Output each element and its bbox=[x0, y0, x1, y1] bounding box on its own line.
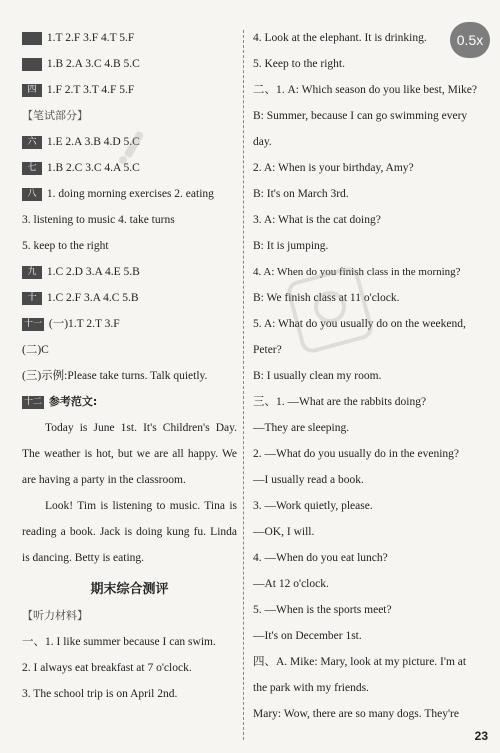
answer-text: 1.C 2.F 3.A 4.C 5.B bbox=[46, 292, 139, 304]
script-line: —It's on December 1st. bbox=[253, 630, 362, 642]
script-line: 四、A. Mike: Mary, look at my picture. I'm at the park with my friends. bbox=[253, 656, 467, 694]
listening-section-header: 【听力材料】 bbox=[22, 609, 88, 622]
answer-row bbox=[22, 285, 237, 311]
watermark-icon bbox=[112, 128, 152, 168]
script-line: B: We finish class at 11 o'clock. bbox=[253, 292, 400, 304]
section-mark: 七 bbox=[22, 162, 42, 175]
answer-row: (三)示例:Please take turns. Talk quietly. bbox=[22, 370, 208, 382]
answer-row bbox=[22, 77, 237, 103]
section-mark: 十一 bbox=[24, 318, 43, 329]
answer-text: 1. doing morning exercises 2. eating bbox=[46, 188, 214, 200]
sample-essay-label: 参考范文: bbox=[48, 395, 98, 408]
column-divider bbox=[243, 30, 244, 740]
answer-row bbox=[22, 259, 237, 285]
section-mark: 十二 bbox=[24, 396, 43, 407]
answer-text: 1.E 2.A 3.B 4.D 5.C bbox=[46, 136, 140, 148]
listening-line: 3. The school trip is on April 2nd. bbox=[22, 688, 178, 700]
answer-row bbox=[22, 51, 237, 77]
essay-paragraph: Today is June 1st. It's Children's Day. The weather is hot, but we are all happy. We are having a party in the classroom. bbox=[22, 422, 237, 486]
script-line: 5. Keep to the right. bbox=[253, 58, 345, 70]
section-mark bbox=[22, 32, 42, 45]
answer-text: (一)1.T 2.T 3.F bbox=[48, 318, 120, 330]
script-line: —I usually read a book. bbox=[253, 474, 364, 486]
script-line: 4. Look at the elephant. It is drinking. bbox=[253, 32, 427, 44]
zoom-badge[interactable]: 0.5x bbox=[450, 22, 490, 58]
script-line: 5. A: What do you usually do on the weekend, Peter? bbox=[253, 318, 466, 356]
section-mark: 九 bbox=[22, 266, 42, 279]
answer-row bbox=[22, 389, 237, 415]
script-line: 2. A: When is your birthday, Amy? bbox=[253, 162, 414, 174]
script-line: 4. A: When do you finish class in the morning? bbox=[253, 266, 461, 278]
answer-row: 3. listening to music 4. take turns bbox=[22, 214, 175, 226]
answer-text: 1.B 2.C 3.C 4.A 5.C bbox=[46, 162, 140, 174]
answer-row: 5. keep to the right bbox=[22, 240, 109, 252]
watermark-icon bbox=[285, 265, 375, 355]
written-section-header: 【笔试部分】 bbox=[22, 109, 88, 122]
section-mark bbox=[22, 58, 42, 71]
answer-row bbox=[22, 181, 237, 207]
script-line: —At 12 o'clock. bbox=[253, 578, 329, 590]
script-line: B: It is jumping. bbox=[253, 240, 329, 252]
essay-paragraph: Look! Tim is listening to music. Tina is reading a book. Jack is doing kung fu. Linda is dancing. Betty is eating. bbox=[22, 500, 237, 564]
exam-title: 期末综合测评 bbox=[90, 582, 169, 597]
script-line: B: It's on March 3rd. bbox=[253, 188, 349, 200]
answer-row bbox=[22, 25, 237, 51]
script-line: 3. —Work quietly, please. bbox=[253, 500, 373, 512]
section-mark: 八 bbox=[22, 188, 42, 201]
script-line: —They are sleeping. bbox=[253, 422, 350, 434]
script-line: 5. —When is the sports meet? bbox=[253, 604, 392, 616]
answer-row: (二)C bbox=[22, 344, 49, 356]
section-mark: 十 bbox=[22, 292, 42, 305]
right-column bbox=[253, 25, 478, 727]
script-line: —OK, I will. bbox=[253, 526, 315, 538]
script-line: 三、1. —What are the rabbits doing? bbox=[253, 396, 427, 408]
answer-row bbox=[22, 311, 237, 337]
script-line: 4. —When do you eat lunch? bbox=[253, 552, 388, 564]
script-line: Mary: Wow, there are so many dogs. They're bbox=[253, 708, 459, 720]
answer-text: 1.T 2.F 3.F 4.T 5.F bbox=[46, 32, 135, 44]
listening-line: 2. I always eat breakfast at 7 o'clock. bbox=[22, 662, 192, 674]
listening-line: 一、1. I like summer because I can swim. bbox=[22, 636, 216, 648]
page-number: 23 bbox=[474, 729, 488, 743]
written-header-text: 笔试部分 bbox=[33, 109, 77, 122]
answer-text: 1.F 2.T 3.T 4.F 5.F bbox=[46, 84, 135, 96]
section-mark: 六 bbox=[22, 136, 42, 149]
script-line: 3. A: What is the cat doing? bbox=[253, 214, 381, 226]
script-line: B: Summer, because I can go swimming every day. bbox=[253, 110, 468, 148]
script-line: B: I usually clean my room. bbox=[253, 370, 382, 382]
answer-text: 1.C 2.D 3.A 4.E 5.B bbox=[46, 266, 140, 278]
section-mark: 四 bbox=[22, 84, 42, 97]
script-line: 二、1. A: Which season do you like best, Mike? bbox=[253, 84, 478, 96]
answer-text: 1.B 2.A 3.C 4.B 5.C bbox=[46, 58, 140, 70]
listening-header-text: 听力材料 bbox=[33, 609, 77, 622]
script-line: 2. —What do you usually do in the evening? bbox=[253, 448, 460, 460]
